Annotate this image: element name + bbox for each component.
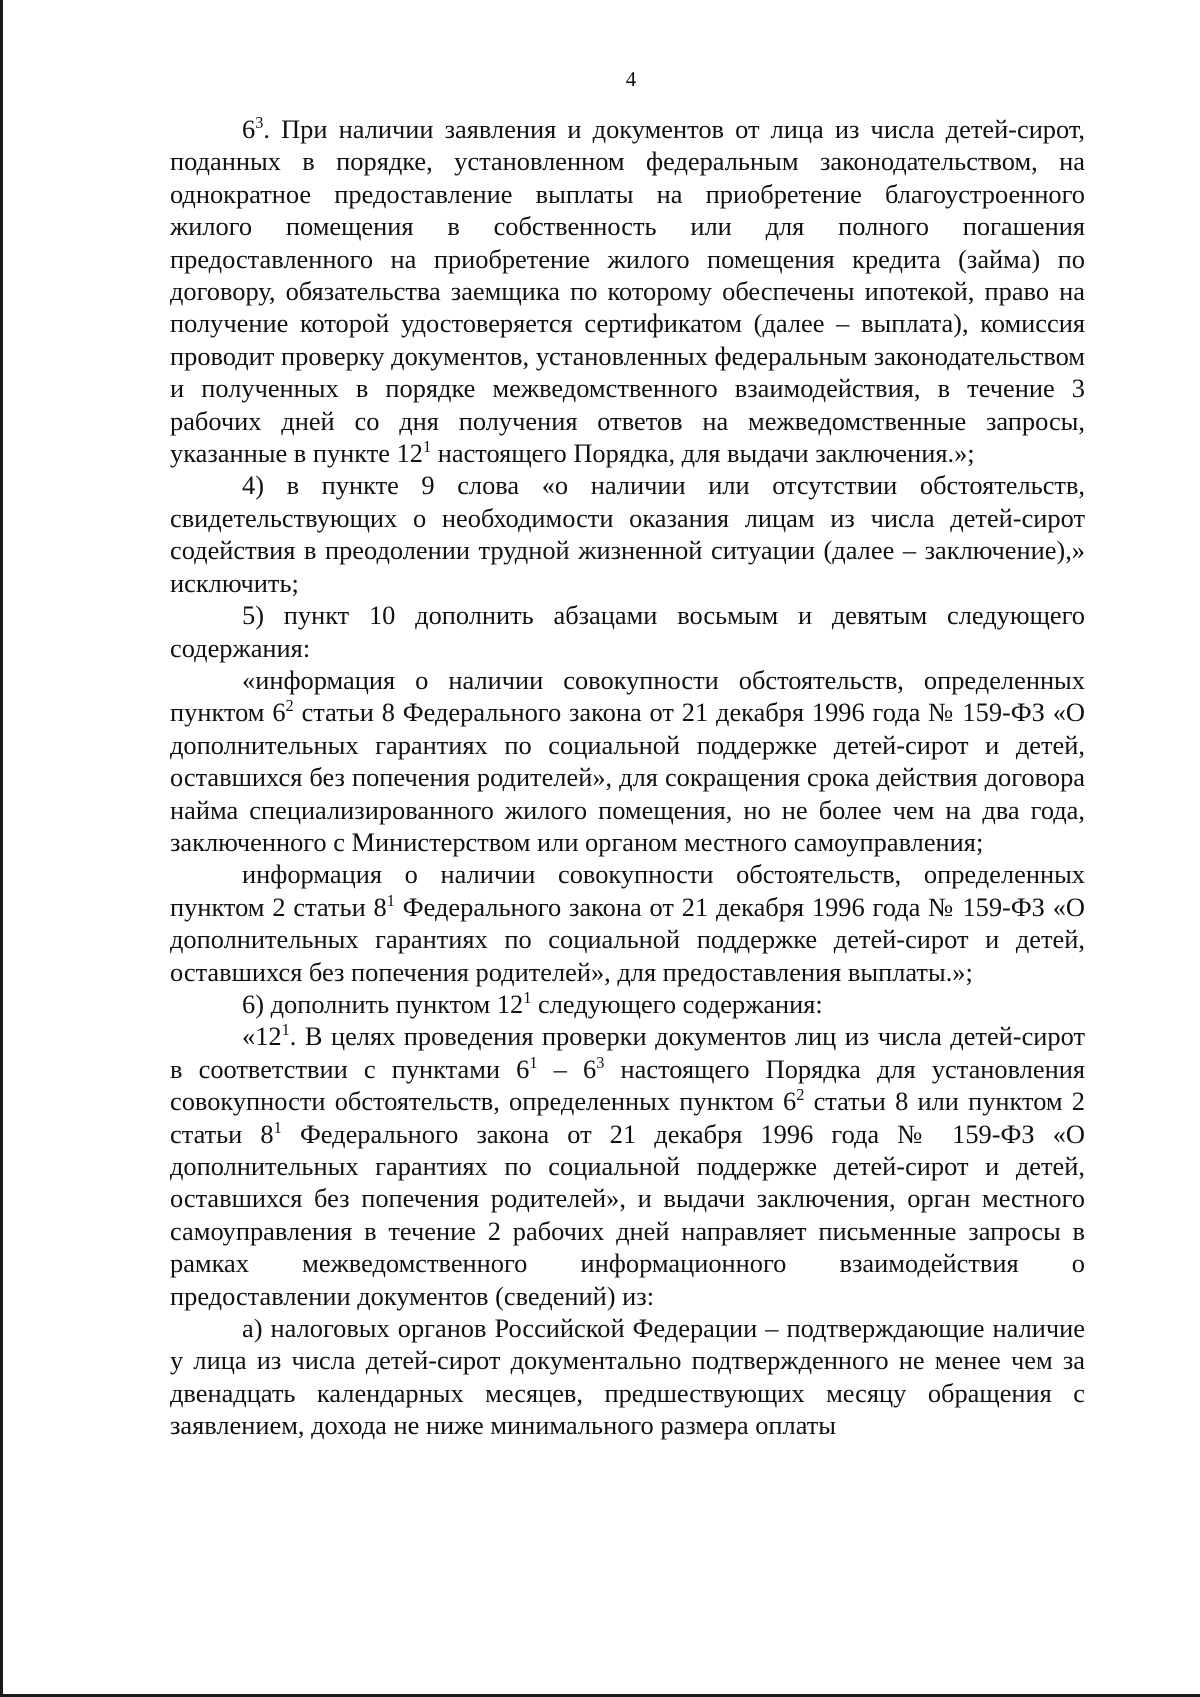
paragraph-12-1 (170, 1020, 1085, 1312)
text-run: «информация о наличии совокупности обстоятельств, определенных пунктом 6 (170, 664, 1085, 728)
text-run: 6 (242, 114, 256, 144)
superscript: 1 (281, 1020, 290, 1040)
superscript: 1 (422, 436, 432, 456)
text-run: информация о наличии совокупности обстоятельств, определенных пунктом 2 статьи 8 (170, 859, 1085, 922)
text-run: Федерального закона от 21 декабря 1996 года № 159-ФЗ «О дополнительных гарантиях по социальной поддержке детей-сирот и детей, оставшихся без попечения родителей», для предоставления выплаты.»; (170, 891, 1085, 987)
superscript: 2 (796, 1085, 805, 1105)
text-run: – 6 (537, 1053, 597, 1084)
superscript: 1 (529, 1052, 538, 1072)
text-run: статьи 8 или пунктом 2 статьи 8 (170, 1086, 1085, 1149)
paragraph-info-1 (170, 664, 1085, 858)
text-run: статьи 8 Федерального закона от 21 декабря 1996 года № 159-ФЗ «О дополнительных гарантиях по социальной поддержке детей-сирот и детей, оставшихся без попечения родителей», для сокращения срока действия договора найма специализированного жилого помещения, но не более чем на два года, заключенного с Министерством или органом местного самоуправления; (170, 697, 1085, 857)
text-run: . При наличии заявления и документов от лица из числа детей-сирот, поданных в порядке, установленном федеральным законодательством, на однократное предоставление выплаты на приобретение благоустроенного жилого помещения в собственность или для полного погашения предоставленного на приобретение жилого помещения кредита (займа) по договору, обязательства заемщика по которому обеспечены ипотекой, право на получение которой удостоверяется сертификатом (далее – выплата), комиссия проводит проверку документов, установленных федеральным законодательством и полученных в порядке межведомственного взаимодействия, в течение 3 рабочих дней со дня получения ответов на межведомственные запросы, указанные в пункте 12 (170, 114, 1085, 469)
text-run: 5) пункт 10 дополнить абзацами восьмым и девятым следующего содержания: (170, 600, 1085, 663)
paragraph-item-4 (170, 469, 1085, 599)
text-run: настоящего Порядка для установления совокупности обстоятельств, определенных пунктом 6 (170, 1053, 1085, 1117)
text-run: . В целях проведения проверки документов лиц из числа детей-сирот в соответствии с пунктами 6 (170, 1021, 1085, 1084)
superscript: 1 (523, 987, 532, 1007)
paragraph-subitem-a (170, 1312, 1085, 1442)
text-run: Федерального закона от 21 декабря 1996 года № 159-ФЗ «О дополнительных гарантиях по социальной поддержке детей-сирот и детей, оставшихся без попечения родителей», и выдачи заключения, орган местного самоуправления в течение 2 рабочих дней направляет письменные запросы в рамках межведомственного информационного взаимодействия о предоставлении документов (сведений) из: (170, 1118, 1085, 1311)
text-run: а) налоговых органов Российской Федерации – подтверждающие наличие у лица из числа детей-сирот документально подтвержденного не менее чем за двенадцать календарных месяцев, предшествующих месяцу обращения с заявлением, дохода не ниже минимального размера оплаты (170, 1313, 1085, 1441)
text-run: 4) в пункте 9 слова «о наличии или отсутствии обстоятельств, свидетельствующих о необходимости оказания лицам из числа детей-сирот содействия в преодолении трудной жизненной ситуации (далее – заключение),» исключить; (170, 470, 1085, 598)
superscript: 3 (255, 112, 264, 132)
scan-edge-left (0, 0, 3, 1697)
paragraph-item-5 (170, 599, 1085, 664)
superscript: 1 (386, 890, 395, 910)
paragraph-item-6 (170, 988, 1085, 1020)
superscript: 2 (285, 696, 294, 716)
page-number: 4 (625, 67, 637, 91)
superscript: 3 (596, 1052, 605, 1072)
paragraph-info-2 (170, 858, 1085, 988)
text-run: следующего содержания: (531, 988, 823, 1019)
text-run: «12 (242, 1021, 282, 1052)
document-body (170, 113, 1085, 1442)
text-run: настоящего Порядка, для выдачи заключения.»; (431, 438, 975, 469)
superscript: 1 (273, 1117, 282, 1137)
text-run: 6) дополнить пунктом 12 (242, 988, 524, 1019)
paragraph-6-3 (170, 113, 1085, 469)
